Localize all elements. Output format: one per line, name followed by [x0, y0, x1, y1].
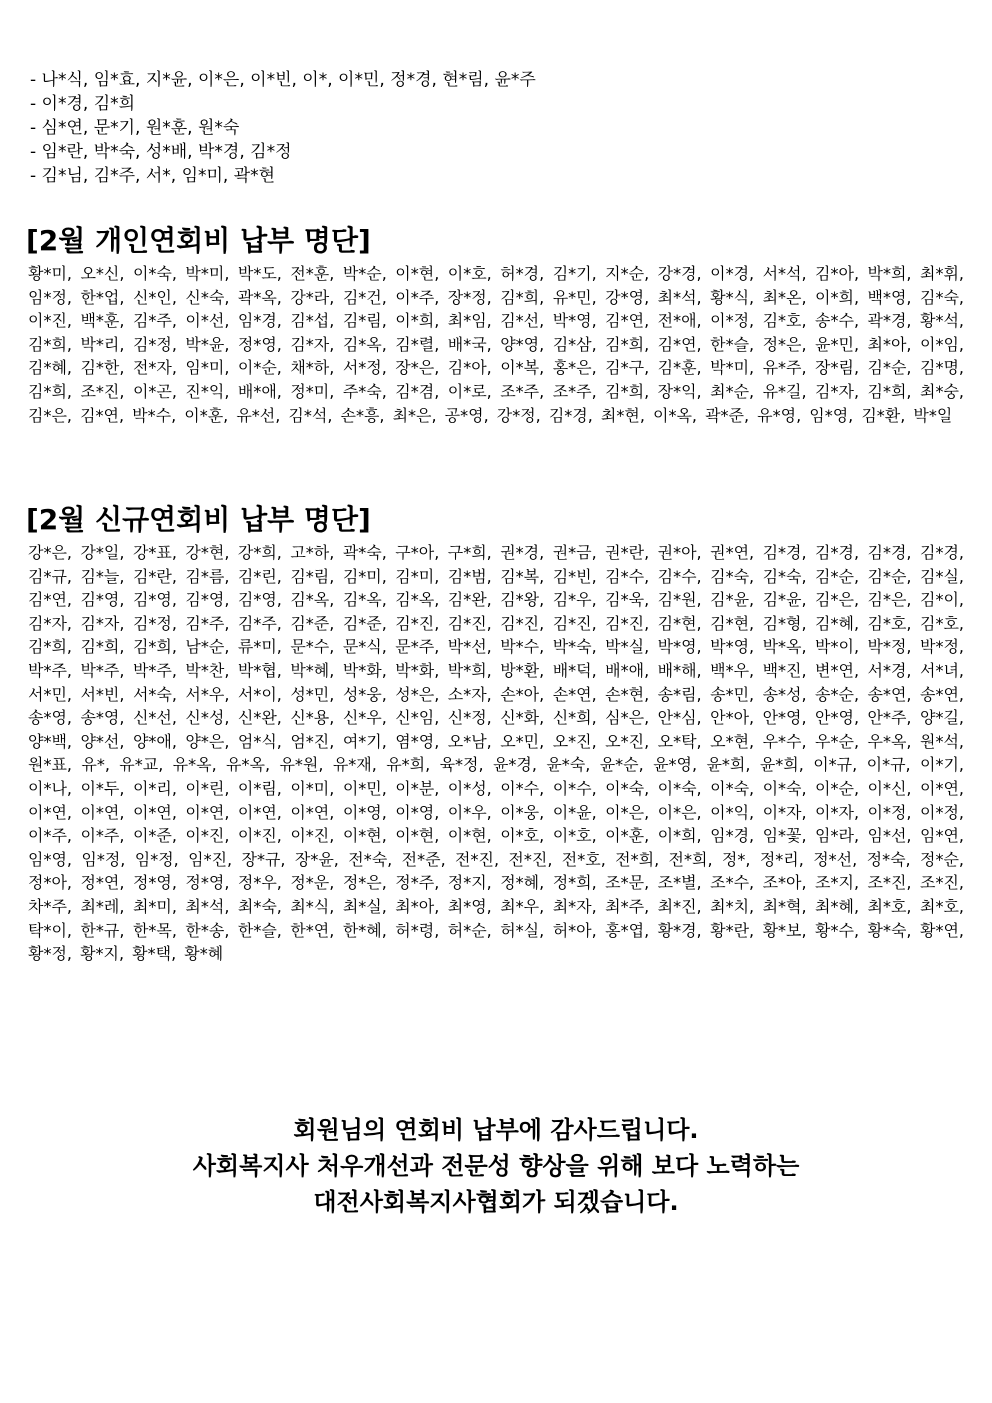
individual-fee-title: [2월 개인연회비 납부 명단]: [26, 224, 371, 257]
closing-line: 대전사회복지사협회가 되겠습니다.: [313, 1188, 679, 1216]
name-list-line: - 나*식, 임*효, 지*윤, 이*은, 이*빈, 이*, 이*민, 정*경, 현*림, 윤*주: [30, 70, 536, 90]
name-list-line: - 이*경, 김*희: [30, 94, 136, 114]
new-member-fee-names: 강*은, 강*일, 강*표, 강*현, 강*희, 고*하, 곽*숙, 구*아, 구*희, 권*경, 권*금, 권*란, 권*아, 권*연, 김*경, 김*경, 김*경, 김*경, 김*규, 김*늘, 김*란, 김*름, 김*린, 김*림, 김*미, 김*미, 김*범, 김*복, 김*빈, 김*수, 김*수, 김*숙, 김*숙, 김*순, 김*순, 김*실, 김*연, 김*영, 김*영, 김*영, 김*영, 김*옥, 김*옥, 김*옥, 김*완, 김*왕, 김*우, 김*욱, 김*원, 김*윤, 김*윤, 김*은, 김*은, 김*이, 김*자, 김*자, 김*정, 김*주, 김*주, 김*준, 김*준, 김*진, 김*진, 김*진, 김*진, 김*진, 김*현, 김*현, 김*형, 김*혜, 김*호, 김*호, 김*희, 김*희, 김*희, 남*순, 류*미, 문*수, 문*식, 문*주, 박*선, 박*수, 박*숙, 박*실, 박*영, 박*영, 박*옥, 박*이, 박*정, 박*정, 박*주, 박*주, 박*주, 박*찬, 박*협, 박*혜, 박*화, 박*화, 박*희, 방*환, 배*덕, 배*애, 배*해, 백*우, 백*진, 변*연, 서*경, 서*녀, 서*민, 서*빈, 서*숙, 서*우, 서*이, 성*민, 성*웅, 성*은, 소*자, 손*아, 손*연, 손*현, 송*림, 송*민, 송*성, 송*순, 송*연, 송*연, 송*영, 송*영, 신*선, 신*성, 신*완, 신*용, 신*우, 신*임, 신*정, 신*화, 신*희, 심*은, 안*심, 안*아, 안*영, 안*영, 안*주, 양*길, 양*백, 양*선, 양*애, 양*은, 엄*식, 엄*진, 여*기, 염*영, 오*남, 오*민, 오*진, 오*진, 오*탁, 오*현, 우*수, 우*순, 우*옥, 원*석, 원*표, 유*, 유*교, 유*옥, 유*옥, 유*원, 유*재, 유*희, 육*정, 윤*경, 윤*숙, 윤*순, 윤*영, 윤*희, 윤*희, 이*규, 이*규, 이*기, 이*나, 이*두, 이*리, 이*린, 이*림, 이*미, 이*민, 이*분, 이*성, 이*수, 이*수, 이*숙, 이*숙, 이*숙, 이*숙, 이*순, 이*신, 이*연, 이*연, 이*연, 이*연, 이*연, 이*연, 이*연, 이*영, 이*영, 이*우, 이*웅, 이*윤, 이*은, 이*은, 이*익, 이*자, 이*자, 이*정, 이*정, 이*주, 이*주, 이*준, 이*진, 이*진, 이*진, 이*현, 이*현, 이*현, 이*호, 이*호, 이*훈, 이*희, 임*경, 임*꽃, 임*라, 임*선, 임*연, 임*영, 임*정, 임*정, 임*진, 장*규, 장*윤, 전*숙, 전*준, 전*진, 전*진, 전*호, 전*희, 전*희, 정*, 정*리, 정*선, 정*숙, 정*순, 정*아, 정*연, 정*영, 정*영, 정*우, 정*운, 정*은, 정*주, 정*지, 정*혜, 정*희, 조*문, 조*별, 조*수, 조*아, 조*지, 조*진, 조*진, 차*주, 최*레, 최*미, 최*석, 최*숙, 최*식, 최*실, 최*아, 최*영, 최*우, 최*자, 최*주, 최*진, 최*치, 최*혁, 최*혜, 최*호, 최*호, 탁*이, 한*규, 한*목, 한*송, 한*슬, 한*연, 한*혜, 허*령, 허*순, 허*실, 허*아, 홍*엽, 황*경, 황*란, 황*보, 황*수, 황*숙, 황*연, 황*정, 황*지, 황*택, 황*혜: [28, 543, 964, 964]
closing-message: [0, 1112, 992, 1220]
closing-line: 사회복지사 처우개선과 전문성 향상을 위해 보다 노력하는: [192, 1152, 800, 1180]
closing-line: 회원님의 연회비 납부에 감사드립니다.: [293, 1116, 699, 1144]
new-member-fee-title: [2월 신규연회비 납부 명단]: [26, 503, 371, 536]
previous-name-list: [30, 68, 960, 188]
name-list-line: - 임*란, 박*숙, 성*배, 박*경, 김*정: [30, 142, 292, 162]
name-list-line: - 김*님, 김*주, 서*, 임*미, 곽*현: [30, 166, 276, 186]
name-list-line: - 심*연, 문*기, 원*훈, 원*숙: [30, 118, 240, 138]
individual-fee-names: 황*미, 오*신, 이*숙, 박*미, 박*도, 전*훈, 박*순, 이*현, 이*호, 허*경, 김*기, 지*순, 강*경, 이*경, 서*석, 김*아, 박*희, 최*휘, 임*정, 한*업, 신*인, 신*숙, 곽*옥, 강*라, 김*건, 이*주, 장*정, 김*희, 유*민, 강*영, 최*석, 황*식, 최*온, 이*희, 백*영, 김*숙, 이*진, 백*훈, 김*주, 이*선, 임*경, 김*섭, 김*림, 이*희, 최*임, 김*선, 박*영, 김*연, 전*애, 이*정, 김*호, 송*수, 곽*경, 황*석, 김*희, 박*리, 김*정, 박*윤, 정*영, 김*자, 김*옥, 김*렬, 배*국, 양*영, 김*삼, 김*희, 김*연, 한*슬, 정*은, 윤*민, 최*아, 이*임, 김*혜, 김*한, 전*자, 임*미, 이*순, 채*하, 서*정, 장*은, 김*아, 이*복, 홍*은, 김*구, 김*훈, 박*미, 유*주, 장*림, 김*순, 김*명, 김*희, 조*진, 이*곤, 진*익, 배*애, 정*미, 주*숙, 김*겸, 이*로, 조*주, 조*주, 김*희, 장*익, 최*순, 유*길, 김*자, 김*희, 최*숭, 김*은, 김*연, 박*수, 이*훈, 유*선, 김*석, 손*흥, 최*은, 공*영, 강*정, 김*경, 최*현, 이*옥, 곽*준, 유*영, 임*영, 김*환, 박*일: [28, 264, 964, 425]
